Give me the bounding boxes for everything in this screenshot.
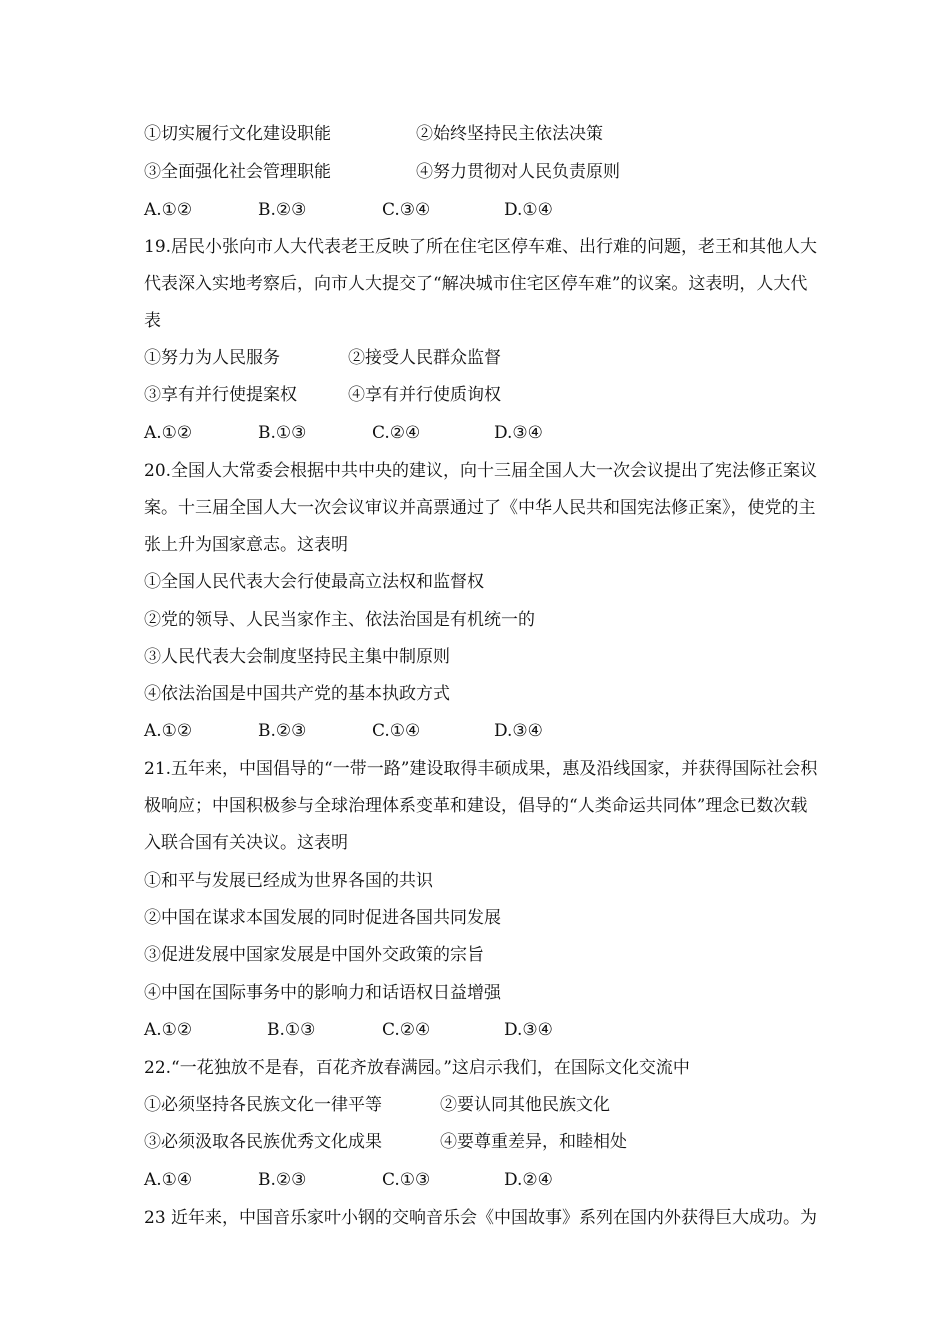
q20-option-3: ③人民代表大会制度坚持民主集中制原则 — [144, 647, 450, 667]
q18-option-2: ②始终坚持民主依法决策 — [416, 124, 603, 144]
q19-option-row — [144, 384, 814, 406]
q22-option-1: ①必须坚持各民族文化一律平等 — [144, 1095, 382, 1115]
q19-option-2: ②接受人民群众监督 — [348, 348, 501, 368]
q18-answer-a: A.①② — [144, 200, 193, 220]
q18-answer-d: D.①④ — [504, 200, 553, 220]
q22-stem-line: 22.“一花独放不是春，百花齐放春满园。”这启示我们，在国际文化交流中 — [144, 1058, 690, 1078]
q21-stem-line: 21.五年来，中国倡导的“一带一路”建设取得丰硕成果，惠及沿线国家，并获得国际社会积 — [144, 759, 818, 779]
q20-answer-a: A.①② — [144, 721, 193, 741]
q19-option-1: ①努力为人民服务 — [144, 348, 280, 368]
q21-answer-b: B.①③ — [267, 1020, 316, 1040]
q22-answer-a: A.①④ — [144, 1170, 193, 1190]
q18-answer-b: B.②③ — [258, 200, 307, 220]
q19-option-4: ④享有并行使质询权 — [348, 385, 501, 405]
q18-option-3: ③全面强化社会管理职能 — [144, 162, 331, 182]
q19-answer-d: D.③④ — [494, 423, 543, 443]
q21-option-4: ④中国在国际事务中的影响力和话语权日益增强 — [144, 983, 501, 1003]
q20-option-4: ④依法治国是中国共产党的基本执政方式 — [144, 684, 450, 704]
q20-stem-line: 20.全国人大常委会根据中共中央的建议，向十三届全国人大一次会议提出了宪法修正案议 — [144, 461, 818, 481]
q20-answer-b: B.②③ — [258, 721, 307, 741]
q18-option-4: ④努力贯彻对人民负责原则 — [416, 162, 620, 182]
q22-answer-c: C.①③ — [382, 1170, 431, 1190]
q21-stem-line: 入联合国有关决议。这表明 — [144, 833, 348, 853]
q22-answer-b: B.②③ — [258, 1170, 307, 1190]
q20-stem-line: 案。十三届全国人大一次会议审议并高票通过了《中华人民共和国宪法修正案》，使党的主 — [144, 498, 816, 518]
q19-answer-c: C.②④ — [372, 423, 421, 443]
q22-answer-d: D.②④ — [504, 1170, 553, 1190]
q19-stem-line: 代表深入实地考察后，向市人大提交了“解决城市住宅区停车难”的议案。这表明，人大代 — [144, 274, 808, 294]
q22-option-row — [144, 1131, 814, 1153]
q22-option-4: ④要尊重差异，和睦相处 — [440, 1132, 627, 1152]
q21-answer-c: C.②④ — [382, 1020, 431, 1040]
q20-option-1: ①全国人民代表大会行使最高立法权和监督权 — [144, 572, 484, 592]
q20-answer-d: D.③④ — [494, 721, 543, 741]
q19-answer-a: A.①② — [144, 423, 193, 443]
q21-option-2: ②中国在谋求本国发展的同时促进各国共同发展 — [144, 908, 501, 928]
q19-stem-line: 表 — [144, 311, 161, 331]
q19-option-3: ③享有并行使提案权 — [144, 385, 297, 405]
q21-option-3: ③促进发展中国家发展是中国外交政策的宗旨 — [144, 945, 484, 965]
q18-option-1: ①切实履行文化建设职能 — [144, 124, 331, 144]
q21-answer-a: A.①② — [144, 1020, 193, 1040]
q22-option-row — [144, 1094, 814, 1116]
q19-stem-line: 19.居民小张向市人大代表老王反映了所在住宅区停车难、出行难的问题，老王和其他人大 — [144, 237, 818, 257]
q23-stem-line: 23 近年来，中国音乐家叶小钢的交响音乐会《中国故事》系列在国内外获得巨大成功。为 — [144, 1208, 818, 1228]
q19-answer-b: B.①③ — [258, 423, 307, 443]
q21-option-1: ①和平与发展已经成为世界各国的共识 — [144, 871, 433, 891]
q18-answer-c: C.③④ — [382, 200, 431, 220]
q18-option-row — [144, 161, 814, 183]
q21-stem-line: 极响应；中国积极参与全球治理体系变革和建设，倡导的“人类命运共同体”理念已数次载 — [144, 796, 808, 816]
q18-option-row — [144, 123, 814, 145]
q20-option-2: ②党的领导、人民当家作主、依法治国是有机统一的 — [144, 610, 535, 630]
q22-option-2: ②要认同其他民族文化 — [440, 1095, 610, 1115]
q21-answer-d: D.③④ — [504, 1020, 553, 1040]
q22-option-3: ③必须汲取各民族优秀文化成果 — [144, 1132, 382, 1152]
q20-answer-c: C.①④ — [372, 721, 421, 741]
q20-stem-line: 张上升为国家意志。这表明 — [144, 535, 348, 555]
q19-option-row — [144, 347, 814, 369]
